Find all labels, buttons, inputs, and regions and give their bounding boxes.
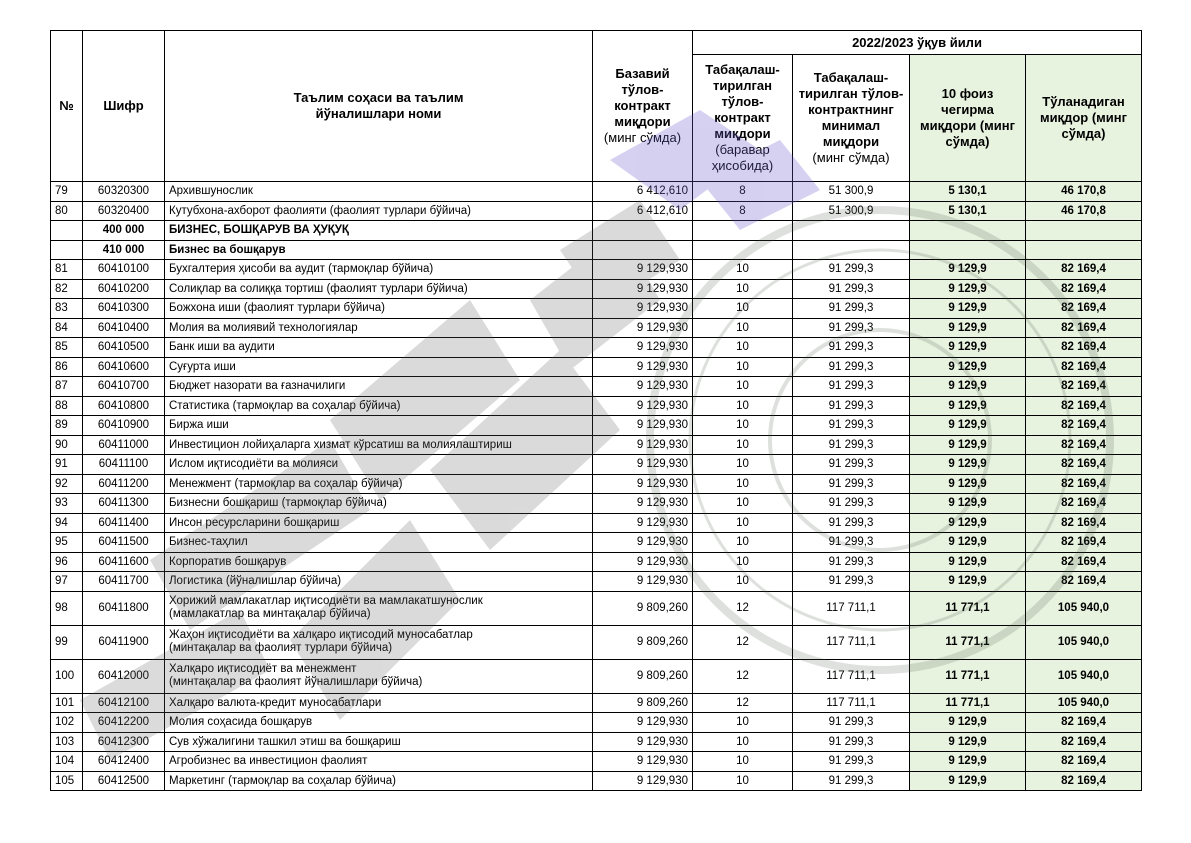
table-row: 91 60411100 Ислом иқтисодиёти ва молияси 9 129,930 10 91 299,3 9 129,9 82 169,4 xyxy=(51,455,1142,475)
table-row: 89 60410900 Биржа иши 9 129,930 10 91 299,3 9 129,9 82 169,4 xyxy=(51,416,1142,436)
table-row: 79 60320300 Архившунослик 6 412,610 8 51 300,9 5 130,1 46 170,8 xyxy=(51,182,1142,202)
table-row: 80 60320400 Кутубхона-ахборот фаолияти (фаолият турлари бўйича) 6 412,610 8 51 300,9 5 130,1 46 170,8 xyxy=(51,201,1142,221)
table-row: 102 60412200 Молия соҳасида бошқарув 9 129,930 10 91 299,3 9 129,9 82 169,4 xyxy=(51,713,1142,733)
table-row: 104 60412400 Агробизнес ва инвестицион фаолият 9 129,930 10 91 299,3 9 129,9 82 169,4 xyxy=(51,752,1142,772)
table-row: 87 60410700 Бюджет назорати ва ғазначилиги 9 129,930 10 91 299,3 9 129,9 82 169,4 xyxy=(51,377,1142,397)
table-row: 86 60410600 Суғурта иши 9 129,930 10 91 299,3 9 129,9 82 169,4 xyxy=(51,357,1142,377)
table-row: 97 60411700 Логистика (йўналишлар бўйича) 9 129,930 10 91 299,3 9 129,9 82 169,4 xyxy=(51,572,1142,592)
col-base-fee-header: Базавий тўлов-контракт миқдори (минг сўмда) xyxy=(593,31,693,182)
table-row: 90 60411000 Инвестицион лойиҳаларга хизмат кўрсатиш ва молиялаштириш 9 129,930 10 91 299,3 9 129,9 82 169,4 xyxy=(51,435,1142,455)
table-row: 99 60411900 Жаҳон иқтисодиёти ва халқаро иқтисодий муносабатлар (минтақалар ва фаолият турлари бўйича) 9 809,260 12 117 711,1 11 771,1 105 940,0 xyxy=(51,625,1142,659)
table-row: 96 60411600 Корпоратив бошқарув 9 129,930 10 91 299,3 9 129,9 82 169,4 xyxy=(51,552,1142,572)
col-diff-fee-header: Табақалаш-тирилган тўлов-контракт миқдори (баравар ҳисобида) xyxy=(693,55,793,182)
col-discount-header: 10 фоиз чегирма миқдори (минг сўмда) xyxy=(910,55,1026,182)
table-row: 93 60411300 Бизнесни бошқариш (тармоқлар бўйича) 9 129,930 10 91 299,3 9 129,9 82 169,4 xyxy=(51,494,1142,514)
table-row: 100 60412000 Халқаро иқтисодиёт ва менежмент (минтақалар ва фаолият йўналишлари бўйича) 9 809,260 12 117 711,1 11 771,1 105 940,0 xyxy=(51,659,1142,693)
col-name-header: Таълим соҳаси ва таълим йўналишлари номи xyxy=(165,31,593,182)
table-row: 95 60411500 Бизнес-таҳлил 9 129,930 10 91 299,3 9 129,9 82 169,4 xyxy=(51,533,1142,553)
year-header: 2022/2023 ўқув йили xyxy=(693,31,1142,55)
table-row: 103 60412300 Сув хўжалигини ташкил этиш ва бошқариш 9 129,930 10 91 299,3 9 129,9 82 169,4 xyxy=(51,732,1142,752)
table-row: 82 60410200 Солиқлар ва солиққа тортиш (фаолият турлари бўйича) 9 129,930 10 91 299,3 9 129,9 82 169,4 xyxy=(51,279,1142,299)
table-row: 81 60410100 Бухгалтерия ҳисоби ва аудит (тармоқлар бўйича) 9 129,930 10 91 299,3 9 129,9 82 169,4 xyxy=(51,260,1142,280)
col-min-fee-header: Табақалаш-тирилган тўлов-контрактнинг минимал миқдори (минг сўмда) xyxy=(793,55,910,182)
col-no-header: № xyxy=(51,31,83,182)
table-row: 83 60410300 Божхона иши (фаолият турлари бўйича) 9 129,930 10 91 299,3 9 129,9 82 169,4 xyxy=(51,299,1142,319)
fee-table xyxy=(50,30,1142,791)
section-row: 410 000 Бизнес ва бошқарув xyxy=(51,240,1142,260)
table-row: 94 60411400 Инсон ресурсларини бошқариш 9 129,930 10 91 299,3 9 129,9 82 169,4 xyxy=(51,513,1142,533)
table-row: 85 60410500 Банк иши ва аудити 9 129,930 10 91 299,3 9 129,9 82 169,4 xyxy=(51,338,1142,358)
table-row: 98 60411800 Хорижий мамлакатлар иқтисодиёти ва мамлакатшунослик (мамлакатлар ва минтақалар бўйича) 9 809,260 12 117 711,1 11 771,1 105 940,0 xyxy=(51,591,1142,625)
table-row: 101 60412100 Халқаро валюта-кредит муносабатлари 9 809,260 12 117 711,1 11 771,1 105 940,0 xyxy=(51,693,1142,713)
table-row: 92 60411200 Менежмент (тармоқлар ва соҳалар бўйича) 9 129,930 10 91 299,3 9 129,9 82 169,4 xyxy=(51,474,1142,494)
table-row: 105 60412500 Маркетинг (тармоқлар ва соҳалар бўйича) 9 129,930 10 91 299,3 9 129,9 82 169,4 xyxy=(51,771,1142,791)
col-code-header: Шифр xyxy=(83,31,165,182)
table-row: 84 60410400 Молия ва молиявий технологиялар 9 129,930 10 91 299,3 9 129,9 82 169,4 xyxy=(51,318,1142,338)
col-payable-header: Тўланадиган миқдор (минг сўмда) xyxy=(1026,55,1142,182)
table-row: 88 60410800 Статистика (тармоқлар ва соҳалар бўйича) 9 129,930 10 91 299,3 9 129,9 82 169,4 xyxy=(51,396,1142,416)
section-row: 400 000 БИЗНЕС, БОШҚАРУВ ВА ҲУҚУҚ xyxy=(51,221,1142,241)
